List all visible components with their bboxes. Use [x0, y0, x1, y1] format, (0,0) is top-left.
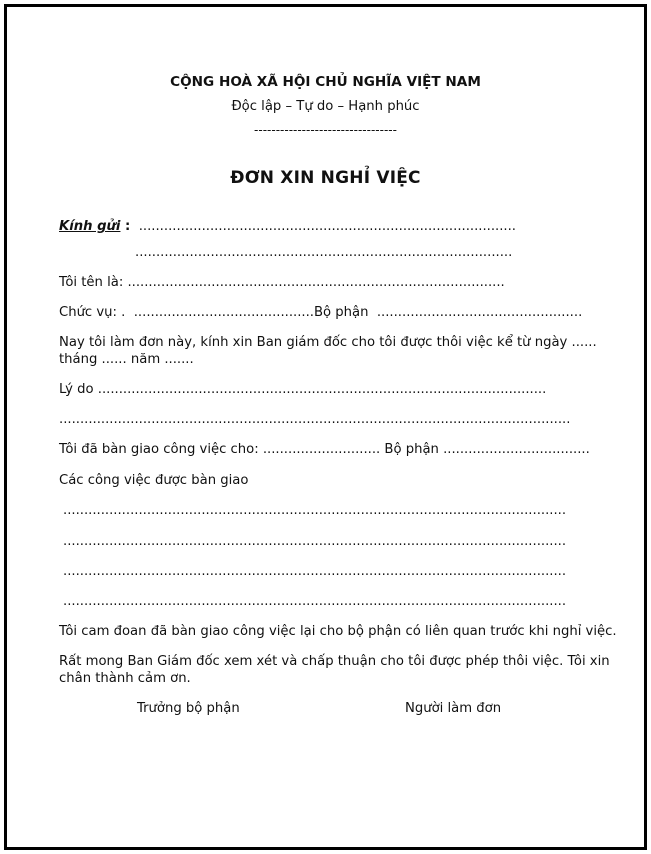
- request-line-1: Nay tôi làm đơn này, kính xin Ban giám đốc cho tôi được thôi việc kể từ ngày ......: [59, 335, 597, 350]
- task-line: ........................................................................................................................: [63, 534, 567, 549]
- motto: Độc lập – Tự do – Hạnh phúc: [231, 99, 420, 114]
- page-title: ĐƠN XIN NGHỈ VIỆC: [230, 168, 421, 188]
- recipient-dots: ..........................................................................................: [130, 219, 517, 234]
- commitment-text: Tôi cam đoan đã bàn giao công việc lại cho bộ phận có liên quan trước khi nghỉ việc.: [59, 624, 617, 639]
- signature-applicant: Người làm đơn: [405, 701, 502, 716]
- recipient-label: Kính gửi: [59, 219, 121, 234]
- closing-line-2: chân thành cảm ơn.: [59, 671, 191, 686]
- closing-line-1: Rất mong Ban Giám đốc xem xét và chấp thuận cho tôi được phép thôi việc. Tôi xin: [59, 654, 610, 669]
- reason-field: Lý do ...........................................................................................................: [59, 382, 547, 397]
- name-field: Tôi tên là: ..........................................................................................: [59, 275, 505, 290]
- reason-continuation: ..........................................................................................................................: [59, 412, 571, 427]
- recipient-colon: :: [120, 219, 131, 234]
- task-line: ........................................................................................................................: [63, 564, 567, 579]
- recipient-dots-2: ..........................................................................................: [135, 245, 513, 260]
- signature-department-head: Trưởng bộ phận: [137, 701, 240, 716]
- handover-tasks-label: Các công việc được bàn giao: [59, 473, 249, 488]
- task-line: ........................................................................................................................: [63, 594, 567, 609]
- handover-field: Tôi đã bàn giao công việc cho: ............................ Bộ phận ...................................: [59, 442, 590, 457]
- recipient-line: [59, 219, 516, 235]
- nation-header: CỘNG HOÀ XÃ HỘI CHỦ NGHĨA VIỆT NAM: [170, 74, 481, 90]
- header-rule: ---------------------------------: [254, 123, 397, 137]
- document-page: [4, 4, 647, 850]
- task-line: ........................................................................................................................: [63, 503, 567, 518]
- position-department-field: Chức vụ: . ...........................................Bộ phận .................................................: [59, 305, 583, 320]
- request-line-2: tháng ...... năm .......: [59, 352, 194, 367]
